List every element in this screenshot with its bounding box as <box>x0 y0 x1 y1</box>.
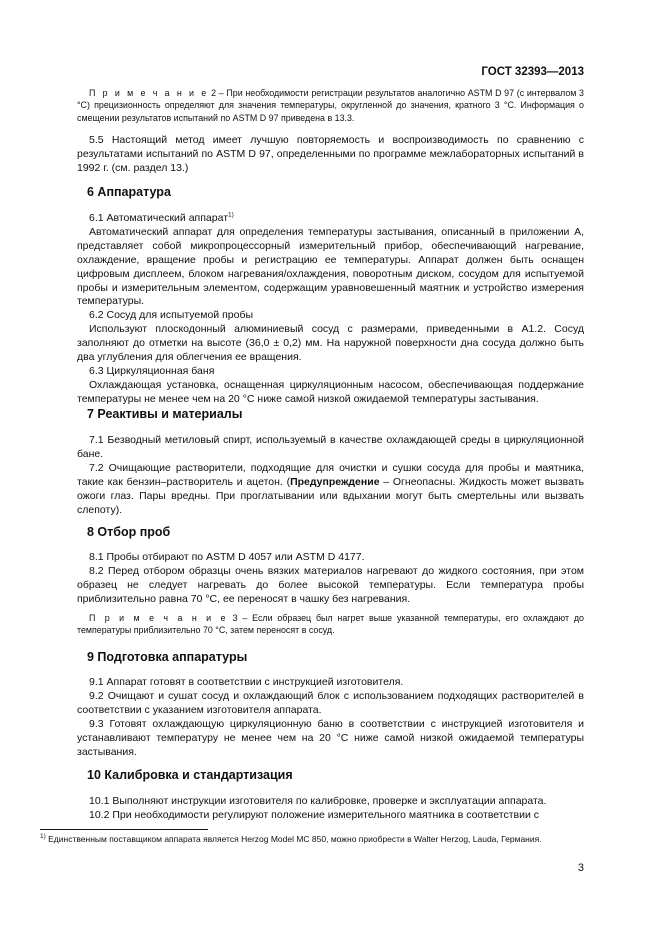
section-9-title: 9 Подготовка аппаратуры <box>87 650 248 664</box>
footnote-separator <box>40 829 208 830</box>
note-3-text: 3 – Если образец был нагрет выше указанной температуры, его охлаждают до температуры приблизительно 70 °С, затем переносят в сосуд. <box>77 613 584 636</box>
footnote-mark: 1) <box>40 833 46 841</box>
p-7-2-b: – Огнеопасны. Жидкость может вызвать ожоги глаз. Пары вредны. При проглатывании или вдыхании могут быть смертельны или вызвать слепоту). <box>77 475 584 516</box>
p-6-1-body: Автоматический аппарат для определения температуры застывания, описанный в приложении А, представляет собой микропроцессорный измерительный прибор, обеспечивающий нагревание, охлаждение, вращение пробы и регистрацию ее температуры. Аппарат должен быть оснащен цифровым дисплеем, блоком нагревания/охлаждения, поворотным диском, сосудом для испытуемой пробы и измерительным элементом, содержащим уравновешенный маятник и устройство измерения температуры. <box>77 225 584 308</box>
section-10-body <box>77 795 584 823</box>
section-9-body <box>77 676 584 759</box>
p-6-3-title: 6.3 Циркуляционная баня <box>89 364 215 377</box>
note-2-label: П р и м е ч а н и е <box>89 88 209 98</box>
footnote-text: Единственным поставщиком аппарата является Herzog Model MC 850, можно приобрести в Walter Herzog, Lauda, Германия. <box>45 834 542 844</box>
p-5-5-text: 5.5 Настоящий метод имеет лучшую повторяемость и воспроизводимость по сравнению с результатами испытаний по ASTM D 97, определенными по программе межлабораторных испытаний в 1992 г. (см. раздел 13.) <box>77 134 584 174</box>
section-6-heading <box>77 184 584 200</box>
section-7-body <box>77 434 584 517</box>
section-8-body <box>77 551 584 607</box>
p-9-3: 9.3 Готовят охлаждающую циркуляционную баню в соответствии с инструкцией изготовителя и устанавливают температуру не менее чем на 20 °С ниже самой низкой ожидаемой температуры застывания. <box>77 717 584 758</box>
p-6-3-body: Охлаждающая установка, оснащенная циркуляционным насосом, обеспечивающая поддержание температуры не менее чем на 20 °С ниже самой низкой ожидаемой температуры застывания. <box>77 378 584 405</box>
section-10-title: 10 Калибровка и стандартизация <box>87 768 293 782</box>
section-10-heading <box>77 767 584 783</box>
paragraph-5-5 <box>77 134 584 176</box>
section-6-body <box>77 212 584 407</box>
p-6-2-body: Используют плоскодонный алюминиевый сосуд с размерами, приведенными в А1.2. Сосуд заполняют до отметки на высоте (36,0 ± 0,2) мм. На наружной поверхности дна сосуда должно быть два углубления для облегчения ее вращения. <box>77 323 584 364</box>
standard-header: ГОСТ 32393—2013 <box>481 66 584 78</box>
p-9-2: 9.2 Очищают и сушат сосуд и охлаждающий блок с использованием подходящих растворителей в соответствии с указанием изготовителя аппарата. <box>77 689 584 716</box>
note-3-label: П р и м е ч а н и е <box>89 613 228 623</box>
footnote <box>40 833 584 846</box>
p-7-1: 7.1 Безводный метиловый спирт, используемый в качестве охлаждающей среды в циркуляционной бане. <box>77 434 584 460</box>
note-2-text: 2 – При необходимости регистрации результатов аналогично ASTM D 97 (с интервалом 3 °С) прецизионность определяют для значения температуры, округленной до значения, кратного 3 °С. Информация о смещении результатов испытаний по ASTM D 97 приведена в 13.3. <box>77 88 584 123</box>
page-number: 3 <box>577 862 584 874</box>
section-8-heading <box>77 524 584 540</box>
p-10-2: 10.2 При необходимости регулируют положение измерительного маятника в соответствии с <box>89 808 540 821</box>
section-7-heading <box>77 406 584 422</box>
p-6-1-title: 6.1 Автоматический аппарат <box>89 212 229 224</box>
p-8-2: 8.2 Перед отбором образцы очень вязких материалов нагревают до жидкого состояния, при этом образец не следует нагревать до более высокой температуры. Если температура пробы приблизительно равна 70 °С, ее переносят в чашку без нагревания. <box>77 564 584 605</box>
p-6-2-title: 6.2 Сосуд для испытуемой пробы <box>89 309 254 322</box>
note-3 <box>77 612 584 637</box>
p-8-1: 8.1 Пробы отбирают по ASTM D 4057 или ASTM D 4177. <box>89 551 365 563</box>
note-2 <box>77 87 584 124</box>
footnote-ref: 1) <box>228 211 234 219</box>
p-9-1: 9.1 Аппарат готовят в соответствии с инструкцией изготовителя. <box>89 676 404 688</box>
section-8-title: 8 Отбор проб <box>87 525 171 539</box>
section-7-title: 7 Реактивы и материалы <box>87 407 243 421</box>
warning-label: Предупреждение <box>290 475 380 488</box>
p-7-2-a: 7.2 Очищающие растворители, подходящие для очистки и сушки сосуда для пробы и маятника, такие как бензин–растворитель и ацетон. ( <box>77 461 584 488</box>
p-10-1: 10.1 Выполняют инструкции изготовителя по калибровке, проверке и эксплуатации аппарата. <box>89 795 547 807</box>
section-6-title: 6 Аппаратура <box>87 185 171 199</box>
section-9-heading <box>77 649 584 665</box>
